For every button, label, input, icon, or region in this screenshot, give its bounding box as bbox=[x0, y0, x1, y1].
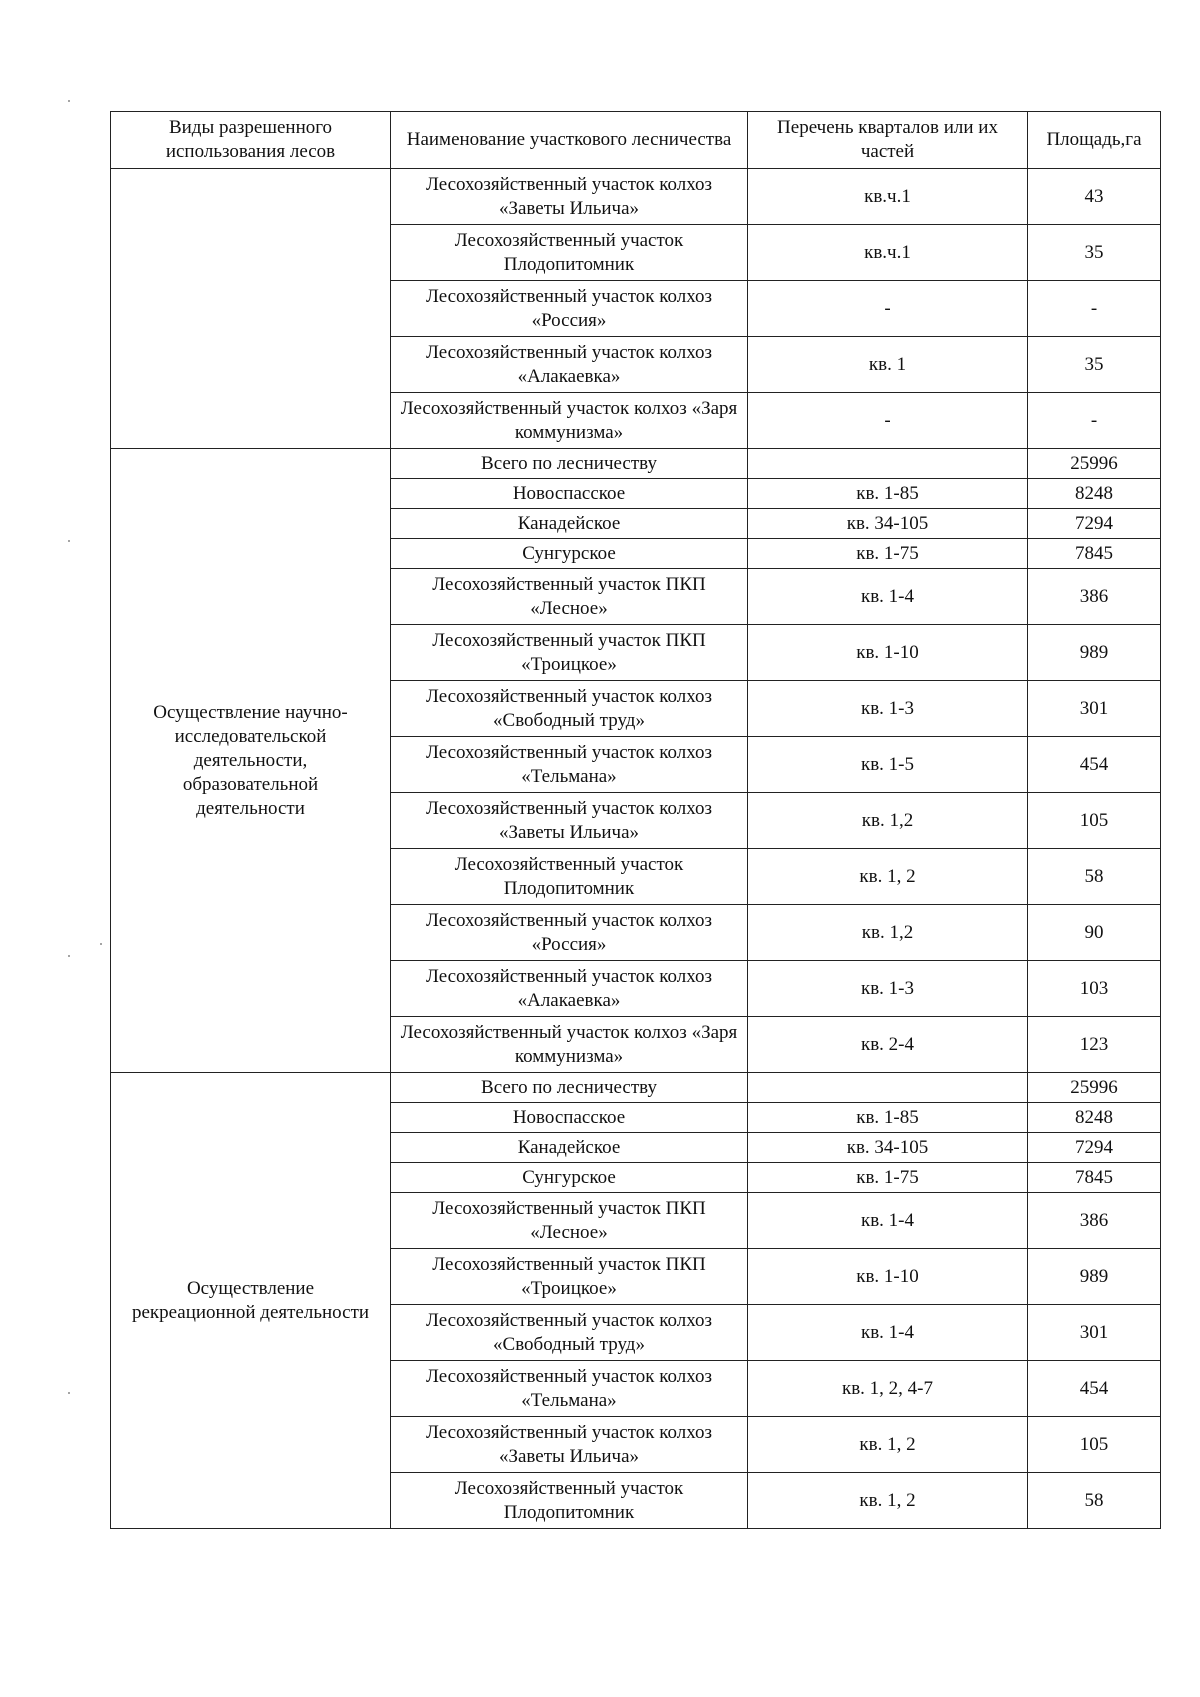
forestry-name-cell: Лесохозяйственный участок колхоз «Россия» bbox=[391, 905, 748, 961]
quarters-cell: кв. 1-10 bbox=[748, 1249, 1028, 1305]
forestry-name-cell: Лесохозяйственный участок ПКП «Троицкое» bbox=[391, 1249, 748, 1305]
quarters-cell: кв. 1-75 bbox=[748, 539, 1028, 569]
use-kind-cell: Осуществление научно-исследовательской деятельности, образовательной деятельности bbox=[111, 449, 391, 1073]
quarters-cell: кв. 1, 2 bbox=[748, 1417, 1028, 1473]
area-cell: 301 bbox=[1028, 1305, 1161, 1361]
area-cell: 58 bbox=[1028, 849, 1161, 905]
area-cell: 90 bbox=[1028, 905, 1161, 961]
use-kind-cell bbox=[111, 169, 391, 449]
table-header-row bbox=[111, 112, 1161, 169]
forestry-name-cell: Лесохозяйственный участок колхоз «Россия» bbox=[391, 281, 748, 337]
forestry-name-cell: Лесохозяйственный участок колхоз «Свободный труд» bbox=[391, 681, 748, 737]
quarters-cell: кв. 1-3 bbox=[748, 681, 1028, 737]
quarters-cell: кв. 1, 2 bbox=[748, 1473, 1028, 1529]
area-cell: 7845 bbox=[1028, 1163, 1161, 1193]
area-cell: 301 bbox=[1028, 681, 1161, 737]
area-cell: 386 bbox=[1028, 1193, 1161, 1249]
area-cell: 25996 bbox=[1028, 1073, 1161, 1103]
quarters-cell: кв. 1, 2, 4-7 bbox=[748, 1361, 1028, 1417]
area-cell: 7294 bbox=[1028, 1133, 1161, 1163]
quarters-cell: - bbox=[748, 281, 1028, 337]
forestry-name-cell: Лесохозяйственный участок колхоз «Тельмана» bbox=[391, 1361, 748, 1417]
area-cell: 454 bbox=[1028, 1361, 1161, 1417]
forestry-name-cell: Лесохозяйственный участок колхоз «Заветы Ильича» bbox=[391, 169, 748, 225]
header-use-kind: Виды разрешенного использования лесов bbox=[111, 112, 391, 169]
forestry-name-cell: Новоспасское bbox=[391, 479, 748, 509]
forestry-name-cell: Канадейское bbox=[391, 1133, 748, 1163]
area-cell: 105 bbox=[1028, 793, 1161, 849]
area-cell: 35 bbox=[1028, 225, 1161, 281]
forestry-name-cell: Лесохозяйственный участок колхоз «Заря коммунизма» bbox=[391, 393, 748, 449]
forestry-name-cell: Лесохозяйственный участок Плодопитомник bbox=[391, 1473, 748, 1529]
table-row bbox=[111, 449, 1161, 479]
area-cell: 8248 bbox=[1028, 1103, 1161, 1133]
forestry-name-cell: Лесохозяйственный участок колхоз «Тельмана» bbox=[391, 737, 748, 793]
quarters-cell: кв. 2-4 bbox=[748, 1017, 1028, 1073]
forestry-name-cell: Лесохозяйственный участок колхоз «Заветы Ильича» bbox=[391, 1417, 748, 1473]
quarters-cell: кв. 1-85 bbox=[748, 479, 1028, 509]
quarters-cell bbox=[748, 449, 1028, 479]
quarters-cell: кв. 1-4 bbox=[748, 1305, 1028, 1361]
quarters-cell bbox=[748, 1073, 1028, 1103]
area-cell: 454 bbox=[1028, 737, 1161, 793]
table-body bbox=[111, 169, 1161, 1529]
quarters-cell: кв. 1-3 bbox=[748, 961, 1028, 1017]
area-cell: 7845 bbox=[1028, 539, 1161, 569]
table-row bbox=[111, 169, 1161, 225]
forestry-name-cell: Лесохозяйственный участок ПКП «Лесное» bbox=[391, 1193, 748, 1249]
quarters-cell: кв.ч.1 bbox=[748, 225, 1028, 281]
forestry-name-cell: Лесохозяйственный участок колхоз «Свободный труд» bbox=[391, 1305, 748, 1361]
quarters-cell: - bbox=[748, 393, 1028, 449]
forestry-name-cell: Лесохозяйственный участок Плодопитомник bbox=[391, 225, 748, 281]
forestry-name-cell: Новоспасское bbox=[391, 1103, 748, 1133]
quarters-cell: кв. 1-75 bbox=[748, 1163, 1028, 1193]
quarters-cell: кв. 1-5 bbox=[748, 737, 1028, 793]
area-cell: - bbox=[1028, 281, 1161, 337]
quarters-cell: кв. 1,2 bbox=[748, 905, 1028, 961]
quarters-cell: кв. 1-85 bbox=[748, 1103, 1028, 1133]
area-cell: 989 bbox=[1028, 1249, 1161, 1305]
header-quarters: Перечень кварталов или их частей bbox=[748, 112, 1028, 169]
forestry-name-cell: Канадейское bbox=[391, 509, 748, 539]
forestry-name-cell: Лесохозяйственный участок Плодопитомник bbox=[391, 849, 748, 905]
quarters-cell: кв. 34-105 bbox=[748, 509, 1028, 539]
forestry-name-cell: Всего по лесничеству bbox=[391, 1073, 748, 1103]
forestry-name-cell: Лесохозяйственный участок колхоз «Заветы Ильича» bbox=[391, 793, 748, 849]
forestry-name-cell: Лесохозяйственный участок колхоз «Алакаевка» bbox=[391, 337, 748, 393]
forestry-name-cell: Всего по лесничеству bbox=[391, 449, 748, 479]
forestry-name-cell: Лесохозяйственный участок колхоз «Заря коммунизма» bbox=[391, 1017, 748, 1073]
area-cell: 105 bbox=[1028, 1417, 1161, 1473]
quarters-cell: кв. 1, 2 bbox=[748, 849, 1028, 905]
area-cell: 35 bbox=[1028, 337, 1161, 393]
quarters-cell: кв. 1-4 bbox=[748, 1193, 1028, 1249]
area-cell: 8248 bbox=[1028, 479, 1161, 509]
quarters-cell: кв. 1-4 bbox=[748, 569, 1028, 625]
forestry-name-cell: Сунгурское bbox=[391, 539, 748, 569]
forestry-name-cell: Сунгурское bbox=[391, 1163, 748, 1193]
area-cell: 58 bbox=[1028, 1473, 1161, 1529]
header-area: Площадь,га bbox=[1028, 112, 1161, 169]
quarters-cell: кв. 34-105 bbox=[748, 1133, 1028, 1163]
forestry-name-cell: Лесохозяйственный участок ПКП «Лесное» bbox=[391, 569, 748, 625]
area-cell: - bbox=[1028, 393, 1161, 449]
area-cell: 25996 bbox=[1028, 449, 1161, 479]
forest-use-table-page bbox=[110, 111, 1160, 1529]
quarters-cell: кв.ч.1 bbox=[748, 169, 1028, 225]
forest-use-table bbox=[110, 111, 1161, 1529]
area-cell: 103 bbox=[1028, 961, 1161, 1017]
area-cell: 123 bbox=[1028, 1017, 1161, 1073]
forestry-name-cell: Лесохозяйственный участок ПКП «Троицкое» bbox=[391, 625, 748, 681]
header-forestry-name: Наименование участкового лесничества bbox=[391, 112, 748, 169]
quarters-cell: кв. 1,2 bbox=[748, 793, 1028, 849]
quarters-cell: кв. 1-10 bbox=[748, 625, 1028, 681]
area-cell: 989 bbox=[1028, 625, 1161, 681]
table-row bbox=[111, 1073, 1161, 1103]
use-kind-cell: Осуществление рекреационной деятельности bbox=[111, 1073, 391, 1529]
area-cell: 7294 bbox=[1028, 509, 1161, 539]
area-cell: 386 bbox=[1028, 569, 1161, 625]
quarters-cell: кв. 1 bbox=[748, 337, 1028, 393]
area-cell: 43 bbox=[1028, 169, 1161, 225]
forestry-name-cell: Лесохозяйственный участок колхоз «Алакаевка» bbox=[391, 961, 748, 1017]
